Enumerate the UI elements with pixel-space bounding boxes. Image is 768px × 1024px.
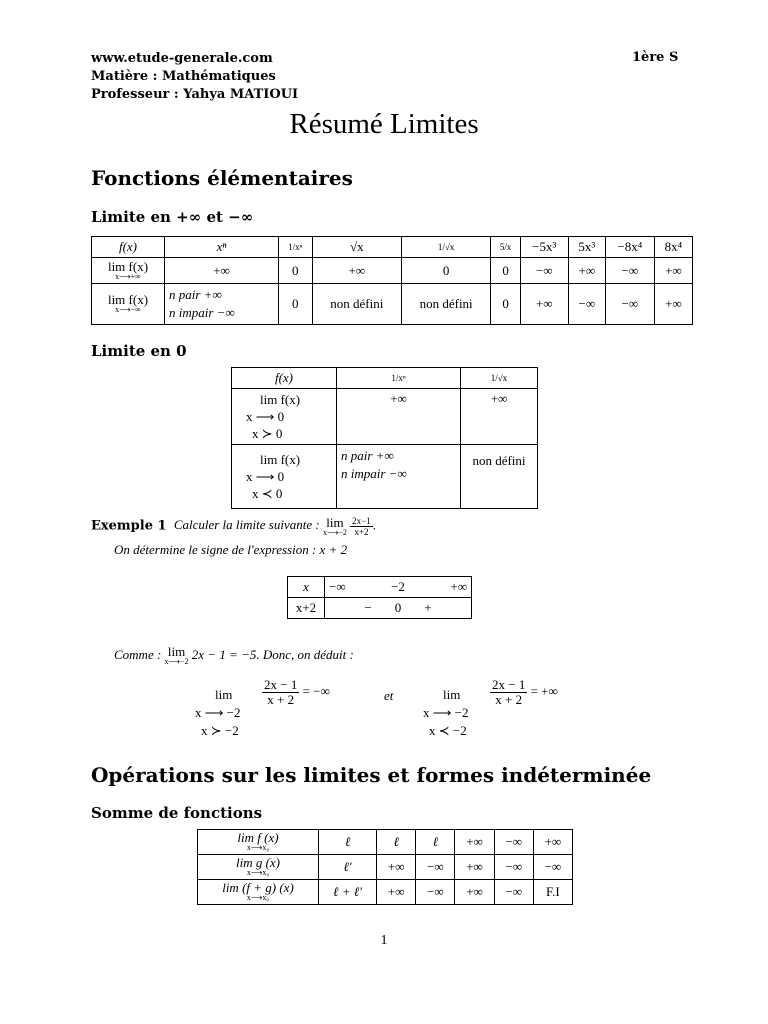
result-value: = −∞	[302, 683, 330, 699]
table-cell: 1/√x	[461, 368, 538, 389]
table-cell: f(x)	[92, 237, 165, 258]
table-cell: 0	[279, 284, 313, 325]
limit-expression	[165, 646, 189, 666]
table-cell: −2	[376, 577, 421, 598]
limit-label: lim f(x)	[107, 292, 149, 307]
table-cell: +∞	[377, 880, 416, 905]
fraction-denominator: x + 2	[495, 692, 523, 707]
table-cell: −∞	[605, 258, 654, 284]
result-right	[423, 686, 468, 740]
table-row	[232, 368, 538, 389]
section-title-fonctions: Fonctions élémentaires	[91, 166, 353, 190]
table-cell: non défini	[401, 284, 490, 325]
fraction	[490, 678, 527, 707]
limit-condition: x ≻ −2	[201, 723, 239, 738]
limit-expression	[237, 832, 278, 852]
limit-label: lim	[443, 687, 461, 702]
fraction	[262, 678, 299, 707]
table-cell: +∞	[312, 258, 401, 284]
table-cell: 0	[376, 598, 421, 619]
header-block	[91, 50, 298, 104]
example-line-2: On détermine le signe de l'expression : x + 2	[114, 542, 348, 557]
header-subject: Matière : Mathématiques	[91, 69, 276, 84]
table-cell: +∞	[455, 855, 494, 880]
limit-label: lim (f + g) (x)	[222, 880, 294, 895]
table-cell	[232, 445, 337, 509]
table-cell: ℓ′	[319, 855, 377, 880]
result-value: = +∞	[530, 683, 558, 699]
table-cell: 1/xⁿ	[279, 237, 313, 258]
result-right-fraction	[490, 678, 558, 707]
table-cell: xⁿ	[165, 237, 279, 258]
table-cell: −∞	[605, 284, 654, 325]
table-cell: +∞	[461, 389, 538, 445]
table-cell: 0	[279, 258, 313, 284]
table-cell: −∞	[494, 830, 533, 855]
fraction-denominator: x+2	[354, 527, 369, 537]
section-title-operations: Opérations sur les limites et formes indéterminée	[91, 763, 652, 787]
table-row	[198, 855, 573, 880]
table-cell: 5x³	[568, 237, 605, 258]
limit-condition: x ≺ 0	[252, 486, 283, 501]
limit-subscript: x⟶x₀	[246, 893, 270, 902]
limit-expression	[222, 882, 294, 902]
table-cell: +∞	[654, 258, 692, 284]
table-cell: 5/x	[491, 237, 521, 258]
table-cell	[198, 830, 319, 855]
table-cell: +∞	[377, 855, 416, 880]
table-cell: +∞	[455, 830, 494, 855]
header-teacher: Professeur : Yahya MATIOUI	[91, 87, 299, 102]
fraction-numerator: 2x−1	[352, 516, 371, 526]
table-cell: x+2	[288, 598, 325, 619]
limit-subscript: x⟶x₀	[246, 843, 270, 852]
table-cell	[232, 389, 337, 445]
et-word: et	[384, 688, 394, 703]
table-cell: +∞	[520, 284, 568, 325]
table-cell: −∞	[494, 880, 533, 905]
table-row	[288, 577, 472, 598]
table-cell	[92, 284, 165, 325]
limit-subscript: x⟶+∞	[115, 271, 141, 281]
fraction-denominator: x + 2	[267, 692, 295, 707]
limit-expression	[322, 514, 347, 537]
limit-condition: x ≻ 0	[252, 426, 283, 441]
table-cell: x	[288, 577, 325, 598]
table-cell: non défini	[461, 445, 538, 509]
limit-label: lim	[215, 687, 233, 702]
table-row	[288, 598, 472, 619]
n-odd-value: n impair −∞	[341, 466, 407, 481]
table-cell	[337, 445, 461, 509]
limit-arrow: x ⟶ −2	[423, 705, 469, 720]
comme-prefix: Comme :	[114, 646, 162, 662]
table-cell: +∞	[533, 830, 572, 855]
result-left-fraction	[262, 678, 330, 707]
table-cell: F.I	[533, 880, 572, 905]
header-level: 1ère S	[632, 50, 679, 65]
table-cell: non défini	[312, 284, 401, 325]
table-cell	[92, 258, 165, 284]
limit-label: lim f(x)	[260, 452, 301, 467]
limit-label: lim f(x)	[260, 392, 301, 407]
n-even-value: n pair +∞	[341, 448, 394, 463]
table-cell: +∞	[568, 258, 605, 284]
table-cell: −∞	[494, 855, 533, 880]
table-cell: −	[325, 598, 376, 619]
table-cell	[165, 284, 279, 325]
table-cell: +∞	[654, 284, 692, 325]
limit-arrow: x ⟶ −2	[195, 705, 241, 720]
page-title: Résumé Limites	[289, 108, 479, 140]
table-row	[232, 445, 538, 509]
table-cell: 0	[491, 258, 521, 284]
limit-label: lim g (x)	[235, 855, 281, 870]
table-cell: 1/xⁿ	[337, 368, 461, 389]
table-cell: +∞	[165, 258, 279, 284]
limit-label: lim f(x)	[107, 258, 149, 274]
table-cell: −∞	[520, 258, 568, 284]
limit-condition: x ≺ −2	[429, 723, 467, 738]
sign-table	[287, 576, 472, 619]
table-row	[92, 284, 693, 325]
table-cell: ℓ + ℓ′	[319, 880, 377, 905]
fraction-numerator: 2x − 1	[264, 677, 298, 692]
table-cell: ℓ	[319, 830, 377, 855]
example-label: Exemple 1	[91, 518, 167, 534]
table-row	[198, 830, 573, 855]
limit-expression	[236, 857, 280, 877]
subsection-title-zero: Limite en 0	[91, 342, 187, 360]
header-site[interactable]: www.etude-generale.com	[91, 51, 273, 66]
example-text: Calculer la limite suivante :	[173, 517, 320, 533]
limit-subscript: x⟶−2	[164, 657, 189, 666]
limit-subscript: x⟶−2	[322, 527, 347, 537]
table-cell: 8x⁴	[654, 237, 692, 258]
table-cell: 0	[401, 258, 490, 284]
table-cell: −∞	[416, 855, 455, 880]
table-row	[198, 880, 573, 905]
table-cell: 0	[491, 284, 521, 325]
result-left	[195, 686, 240, 740]
table-row	[232, 389, 538, 445]
sum-limits-table	[197, 829, 573, 905]
table-cell: +∞	[420, 577, 471, 598]
table-cell	[198, 855, 319, 880]
subsection-title-infinity: Limite en +∞ et −∞	[91, 208, 254, 226]
table-cell: 1/√x	[401, 237, 490, 258]
table-cell: −8x⁴	[605, 237, 654, 258]
table-cell: −∞	[416, 880, 455, 905]
table-cell: +∞	[337, 389, 461, 445]
table-cell: +	[420, 598, 471, 619]
example-line: Exemple 1 Calculer la limite suivante : lim x⟶−2 $\frac{2x-1}{x+2}$ .	[91, 514, 376, 537]
limit-arrow: x ⟶ 0	[246, 469, 285, 484]
table-row	[92, 237, 693, 258]
table-cell: −5x³	[520, 237, 568, 258]
table-cell: ℓ	[377, 830, 416, 855]
fraction	[350, 516, 373, 537]
limit-subscript: x⟶−∞	[115, 305, 141, 314]
limits-zero-table	[231, 367, 538, 509]
table-cell: f(x)	[232, 368, 337, 389]
limit-arrow: x ⟶ 0	[246, 409, 285, 424]
table-cell: −∞	[568, 284, 605, 325]
limits-infinity-table	[91, 236, 693, 325]
limit-expression	[107, 258, 149, 281]
table-cell	[198, 880, 319, 905]
table-row	[92, 258, 693, 284]
comme-text: 2x − 1 = −5. Donc, on déduit :	[191, 646, 354, 662]
table-cell: −∞	[533, 855, 572, 880]
table-cell: −∞	[325, 577, 376, 598]
table-cell: √x	[312, 237, 401, 258]
table-cell: ℓ	[416, 830, 455, 855]
limit-label: lim	[167, 644, 186, 659]
limit-label: lim f (x)	[237, 830, 279, 845]
n-even-value: n pair +∞	[169, 287, 222, 302]
table-cell: +∞	[455, 880, 494, 905]
subsection-title-somme: Somme de fonctions	[91, 804, 263, 822]
fraction-numerator: 2x − 1	[492, 677, 526, 692]
limit-subscript: x⟶x₀	[246, 868, 270, 877]
n-odd-value: n impair −∞	[169, 305, 235, 320]
limit-expression	[108, 294, 148, 314]
limit-label: lim	[326, 514, 344, 530]
page-number: 1	[380, 933, 388, 948]
comme-line	[114, 646, 354, 666]
